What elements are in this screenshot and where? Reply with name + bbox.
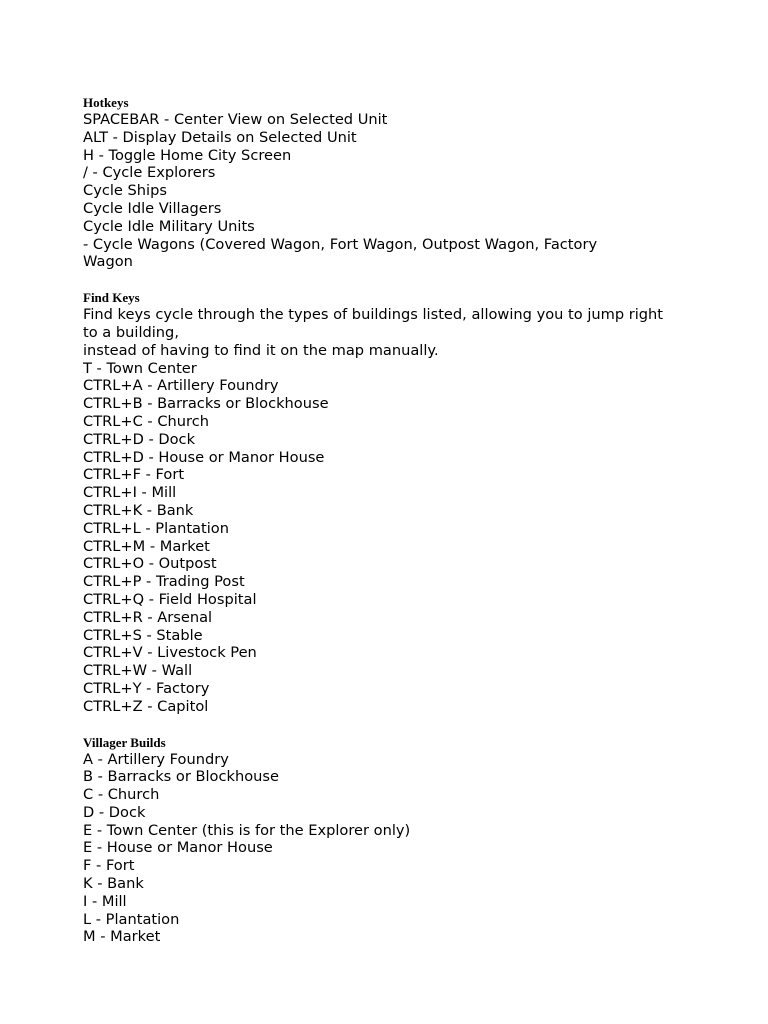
text-line: B - Barracks or Blockhouse [83,768,279,786]
text-line: Wagon [83,253,133,271]
text-line: L - Plantation [83,910,180,928]
text-line: Find keys cycle through the types of buildings listed, allowing you to jump right [83,306,664,324]
text-line: CTRL+W - Wall [83,662,193,680]
text-line: Cycle Ships [83,182,167,200]
text-line: instead of having to find it on the map manually. [83,341,439,359]
text-line: CTRL+Y - Factory [83,679,210,697]
text-line: T - Town Center [83,359,197,377]
text-line: CTRL+C - Church [83,412,209,430]
text-line: CTRL+B - Barracks or Blockhouse [83,395,329,413]
text-line: CTRL+D - House or Manor House [83,448,325,466]
text-line: CTRL+A - Artillery Foundry [83,377,279,395]
section-heading: Villager Builds [83,734,166,750]
text-line: CTRL+F - Fort [83,466,185,484]
text-line: Cycle Idle Villagers [83,199,222,217]
text-line: E - Town Center (this is for the Explorer only) [83,821,411,839]
text-line: K - Bank [83,875,144,893]
text-line: D - Dock [83,803,146,821]
section-find-keys [83,289,733,715]
text-line: CTRL+I - Mill [83,484,177,502]
section-heading: Hotkeys [83,95,129,110]
text-line: E - House or Manor House [83,839,273,857]
text-line: C - Church [83,786,160,804]
text-line: CTRL+D - Dock [83,430,196,448]
text-line: CTRL+O - Outpost [83,555,217,573]
text-line: - Cycle Wagons (Covered Wagon, Fort Wagon, Outpost Wagon, Factory [83,235,598,253]
text-line: CTRL+V - Livestock Pen [83,644,257,662]
text-line: Cycle Idle Military Units [83,217,255,235]
document-page [83,94,733,946]
section-hotkeys [83,94,733,271]
text-line: M - Market [83,928,161,946]
text-line: to a building, [83,323,179,341]
text-line: ALT - Display Details on Selected Unit [83,128,357,146]
text-line: CTRL+K - Bank [83,501,194,519]
text-line: CTRL+Z - Capitol [83,697,209,715]
text-line: F - Fort [83,857,135,875]
text-line: CTRL+R - Arsenal [83,608,213,626]
text-line: CTRL+P - Trading Post [83,573,245,591]
text-line: CTRL+M - Market [83,537,210,555]
paragraph-gap [83,271,733,289]
text-line: H - Toggle Home City Screen [83,146,292,164]
paragraph-gap [83,716,733,734]
text-line: CTRL+S - Stable [83,626,203,644]
section-villager-builds [83,734,733,947]
section-heading: Find Keys [83,290,140,306]
text-line: I - Mill [83,892,127,910]
text-line: A - Artillery Foundry [83,750,229,768]
text-line: / - Cycle Explorers [83,164,216,182]
text-line: CTRL+L - Plantation [83,519,229,537]
text-line: SPACEBAR - Center View on Selected Unit [83,111,388,128]
text-line: CTRL+Q - Field Hospital [83,590,257,608]
